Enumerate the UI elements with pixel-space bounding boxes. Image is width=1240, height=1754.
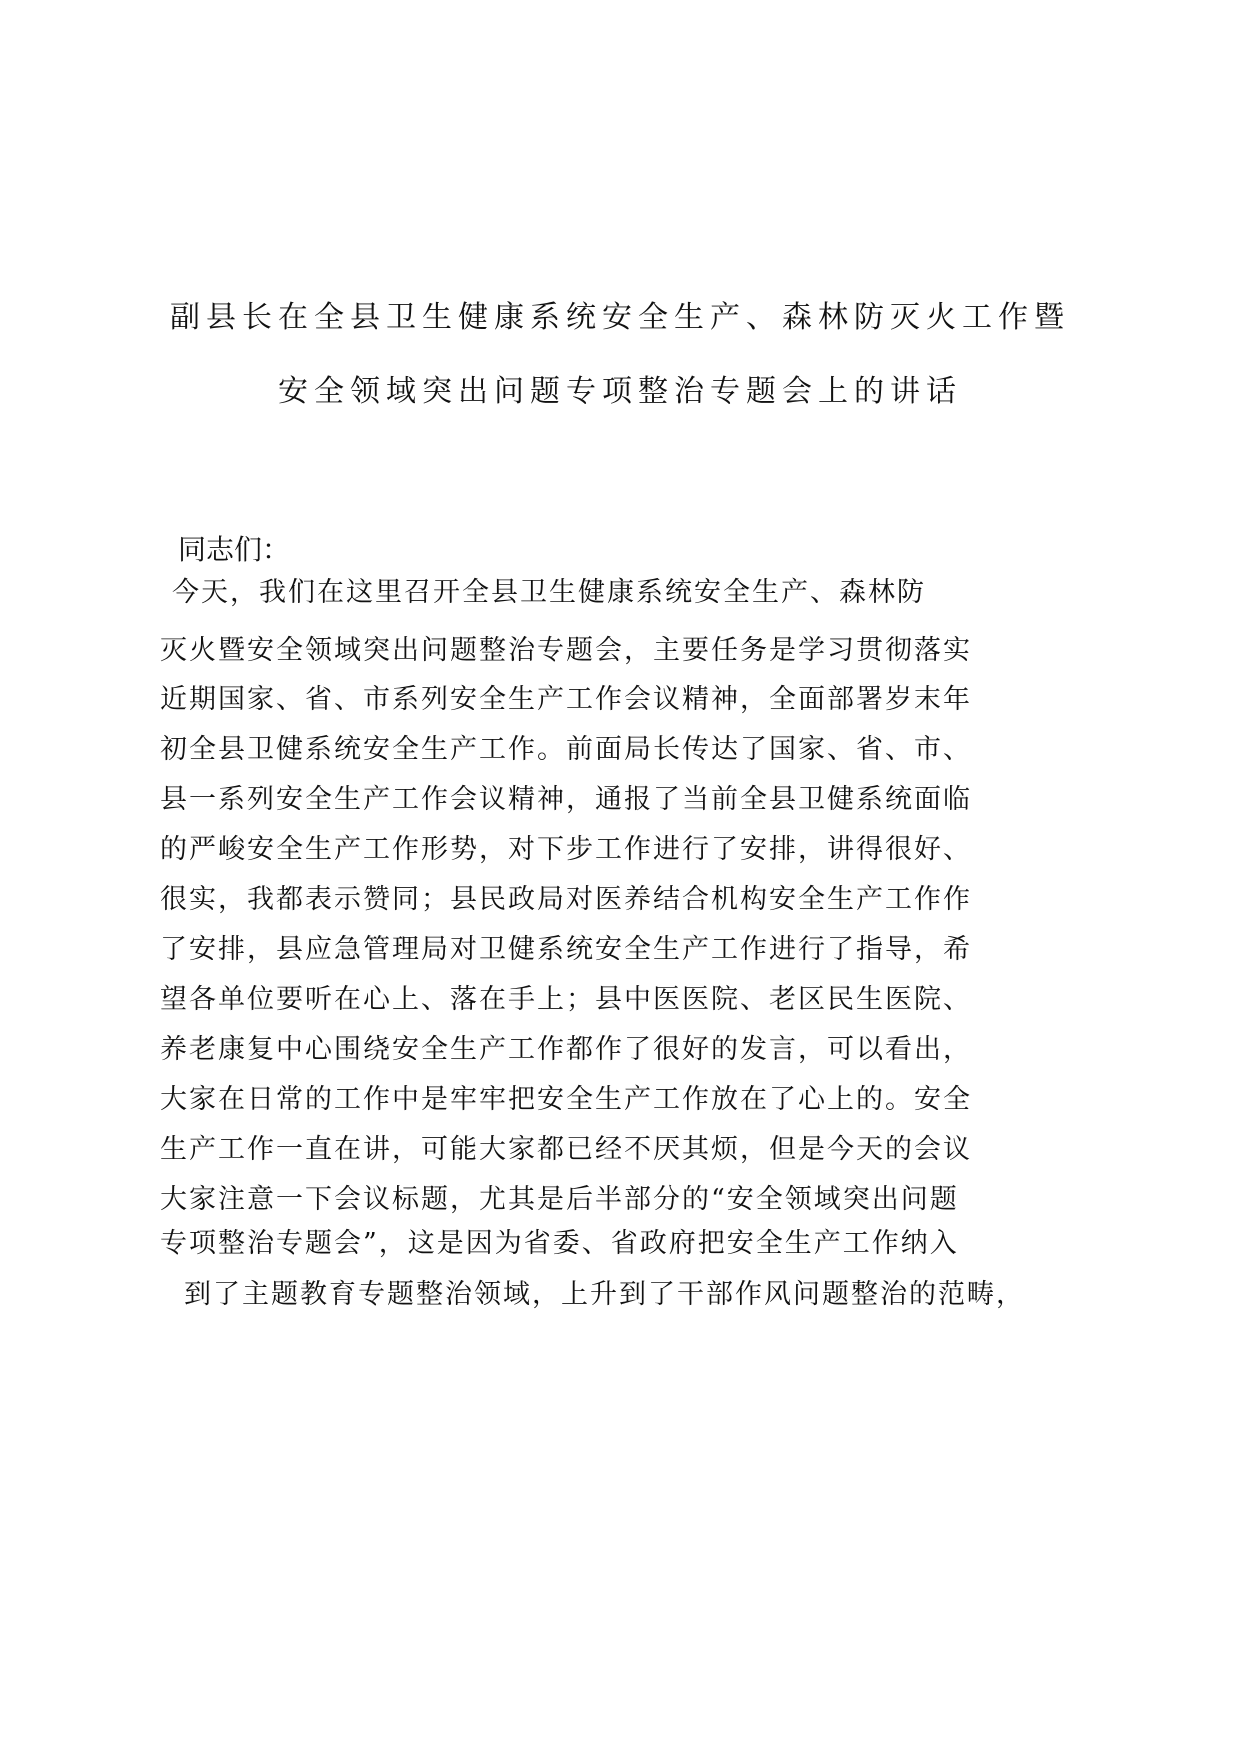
salutation: 同志们： [178, 533, 291, 566]
body-line: 了安排，县应急管理局对卫健系统安全生产工作进行了指导，希 [160, 934, 972, 965]
document-title-line-2: 安全领域突出问题专项整治专题会上的讲话 [278, 374, 962, 409]
document-title-line-1: 副县长在全县卫生健康系统安全生产、森林防灭火工作暨 [170, 300, 1070, 335]
body-line: 到了主题教育专题整治领域，上升到了干部作风问题整治的范畴， [184, 1279, 1025, 1310]
body-line: 很实，我都表示赞同；县民政局对医养结合机构安全生产工作作 [160, 884, 972, 915]
body-line: 专项整治专题会”，这是因为省委、省政府把安全生产工作纳入 [160, 1228, 959, 1259]
body-line: 初全县卫健系统安全生产工作。前面局长传达了国家、省、市、 [160, 734, 972, 765]
body-line: 今天，我们在这里召开全县卫生健康系统安全生产、森林防 [172, 577, 926, 608]
body-line: 的严峻安全生产工作形势，对下步工作进行了安排，讲得很好、 [160, 834, 972, 865]
body-line: 养老康复中心围绕安全生产工作都作了很好的发言，可以看出， [160, 1034, 972, 1065]
body-line: 灭火暨安全领域突出问题整治专题会，主要任务是学习贯彻落实 [160, 635, 972, 666]
body-line: 大家在日常的工作中是牢牢把安全生产工作放在了心上的。安全 [160, 1084, 972, 1115]
body-line: 大家注意一下会议标题，尤其是后半部分的“安全领域突出问题 [160, 1184, 959, 1215]
body-line: 生产工作一直在讲，可能大家都已经不厌其烦，但是今天的会议 [160, 1134, 972, 1165]
body-line: 望各单位要听在心上、落在手上；县中医医院、老区民生医院、 [160, 984, 972, 1015]
body-line: 近期国家、省、市系列安全生产工作会议精神，全面部署岁末年 [160, 684, 972, 715]
body-line: 县一系列安全生产工作会议精神，通报了当前全县卫健系统面临 [160, 784, 972, 815]
